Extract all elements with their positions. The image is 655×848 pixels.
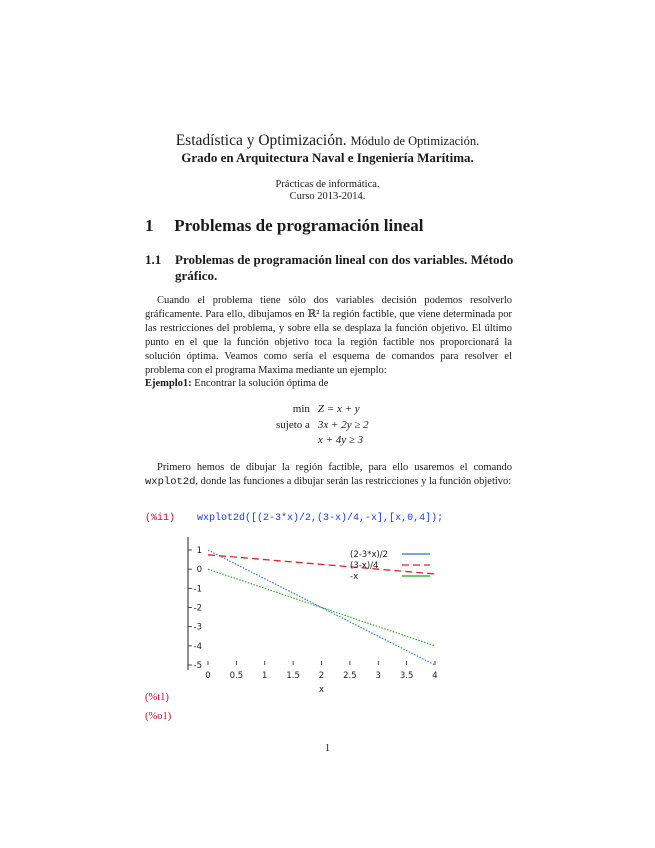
subsection-heading bbox=[145, 252, 525, 284]
plot-chart bbox=[180, 535, 460, 700]
y-tick-label: -4 bbox=[193, 641, 202, 652]
legend-label: (3-x)/4 bbox=[350, 561, 379, 571]
constraint-2: x + 4y ≥ 3 bbox=[317, 434, 364, 446]
x-tick-label: 1.5 bbox=[286, 671, 300, 681]
paragraph-text-after: , donde las funciones a dibujar serán las restricciones y la función objetivo: bbox=[195, 476, 512, 487]
series-line bbox=[208, 550, 435, 665]
document-title bbox=[0, 132, 655, 150]
intro-paragraph bbox=[145, 294, 512, 378]
t-label: (%t1) bbox=[145, 692, 169, 703]
title-main: Estadística y Optimización. bbox=[175, 132, 347, 149]
y-tick-label: -1 bbox=[193, 584, 202, 595]
x-tick-label: 0.5 bbox=[229, 671, 244, 681]
page-number: 1 bbox=[324, 743, 331, 754]
lp-problem bbox=[272, 402, 373, 449]
series-line bbox=[208, 555, 435, 574]
y-tick-label: -5 bbox=[193, 661, 202, 671]
section-number: 1 bbox=[145, 216, 154, 235]
o-label: (%o1) bbox=[145, 711, 172, 722]
degree-title: Grado en Arquitectura Naval e Ingeniería Marítima. bbox=[181, 150, 474, 165]
example-line bbox=[145, 377, 512, 391]
x-tick-label: 2.5 bbox=[343, 671, 357, 681]
intro-text: Cuando el problema tiene sólo dos variables decisión podemos resolverlo gráficamente. Para ello, dibujamos en ℝ² la región factible, que viene determinada por las restricciones del problema, y sobre ella se desplaza la función objetivo. El último punto en el que la función objetivo toca la región factible nos proporcionará la solución óptima. Veamos como sería el esquema de comandos para resolver el problema con el programa Maxima mediante un ejemplo: bbox=[145, 295, 512, 376]
x-tick-label: 3 bbox=[375, 671, 381, 681]
constraint-1: 3x + 2y ≥ 2 bbox=[317, 418, 369, 431]
subject-to-label: sujeto a bbox=[276, 418, 310, 431]
example-label: Ejemplo1: bbox=[145, 378, 192, 389]
section-heading bbox=[145, 216, 423, 236]
x-axis-label: x bbox=[318, 685, 325, 695]
y-tick-label: 1 bbox=[196, 546, 202, 556]
x-tick-label: 2 bbox=[318, 671, 325, 681]
input-label: (%i1) bbox=[145, 513, 176, 524]
min-label: min bbox=[292, 403, 310, 415]
objective-function: Z = x + y bbox=[317, 403, 360, 415]
title-module: Módulo de Optimización. bbox=[350, 134, 480, 148]
y-tick-label: 0 bbox=[196, 565, 202, 576]
y-tick-label: -3 bbox=[193, 622, 202, 633]
legend-label: -x bbox=[350, 572, 359, 582]
section-title: Problemas de programación lineal bbox=[174, 216, 424, 235]
input-code: wxplot2d([(2-3*x)/2,(3-x)/4,-x],[x,0,4]); bbox=[197, 513, 444, 524]
maxima-input-cell bbox=[145, 513, 443, 524]
y-tick-label: -2 bbox=[193, 603, 202, 614]
practice-label: Prácticas de informática. bbox=[275, 179, 380, 190]
paragraph-text-before: Primero hemos de dibujar la región factible, para ello usaremos el comando bbox=[157, 462, 512, 473]
x-tick-label: 1 bbox=[262, 671, 268, 681]
subsection-title: Problemas de programación lineal con dos variables. Método gráfico. bbox=[175, 252, 514, 283]
x-tick-label: 0 bbox=[205, 671, 211, 681]
example-text: Encontrar la solución óptima de bbox=[194, 378, 329, 389]
course-label: Curso 2013-2014. bbox=[289, 191, 366, 202]
legend-label: (2-3*x)/2 bbox=[350, 550, 389, 560]
second-paragraph bbox=[145, 461, 512, 489]
subsection-number: 1.1 bbox=[145, 252, 162, 267]
x-tick-label: 4 bbox=[432, 671, 438, 681]
inline-code: wxplot2d bbox=[145, 476, 196, 488]
x-tick-label: 3.5 bbox=[399, 671, 414, 681]
